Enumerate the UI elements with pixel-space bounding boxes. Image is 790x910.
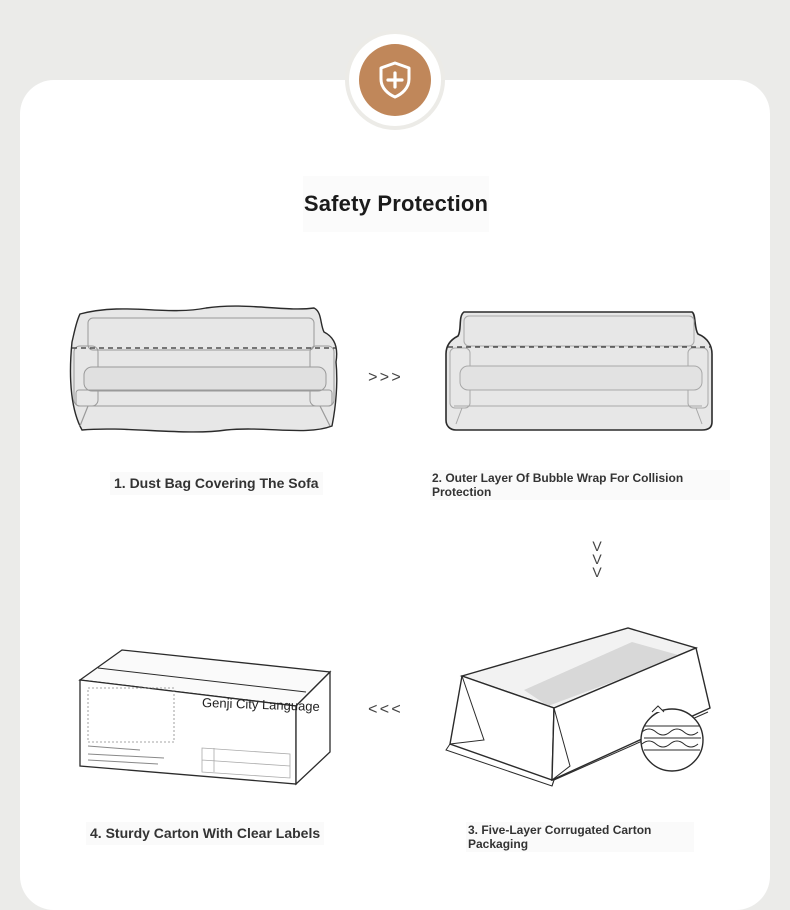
step-2-label: 2. Outer Layer Of Bubble Wrap For Collision Protection <box>430 470 730 500</box>
arrow-down-1: V <box>592 538 602 554</box>
step-3-label: 3. Five-Layer Corrugated Carton Packaging <box>466 822 694 852</box>
badge-circle <box>359 44 431 116</box>
arrow-left: <<< <box>368 701 403 719</box>
carton-label: Genji City Language <box>201 694 321 715</box>
shield-plus-icon <box>377 60 413 100</box>
arrow-down-3: V <box>592 564 602 580</box>
step-4-label: 4. Sturdy Carton With Clear Labels <box>86 822 324 845</box>
page-title: Safety Protection <box>303 176 489 232</box>
badge <box>349 34 441 126</box>
sealed-carton-icon <box>78 648 334 788</box>
sofa-bubble-wrap-icon <box>444 310 714 432</box>
sofa-dust-bag-icon <box>66 302 342 438</box>
arrow-right: >>> <box>368 369 403 387</box>
step-1-label: 1. Dust Bag Covering The Sofa <box>110 472 323 495</box>
open-carton-icon <box>444 626 714 796</box>
arrow-down-2: V <box>592 551 602 567</box>
